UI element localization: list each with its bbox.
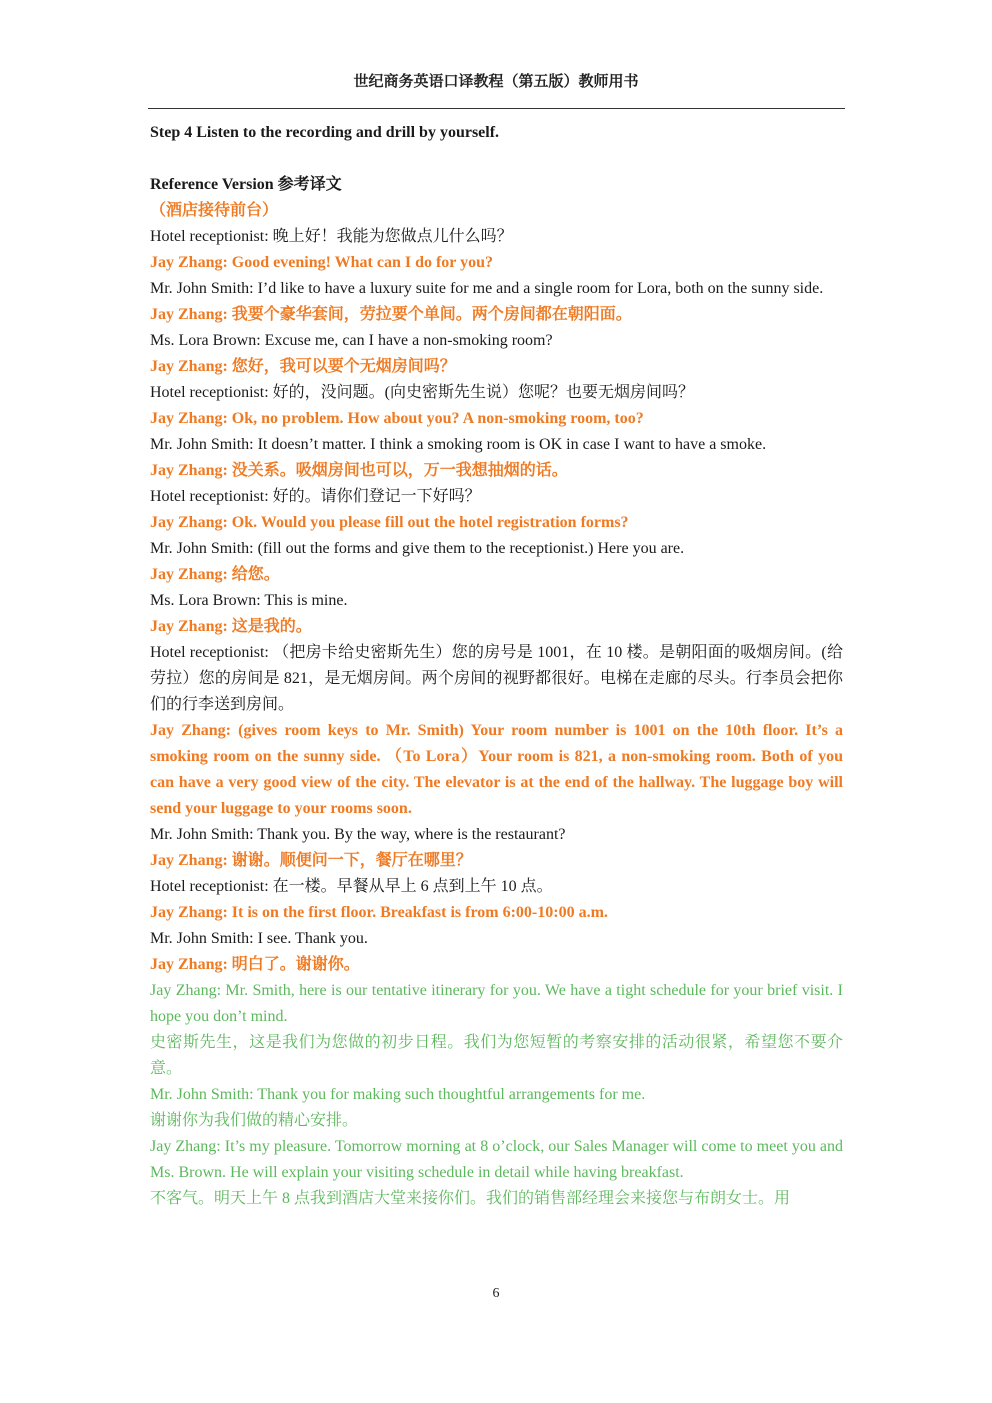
dialogue-line: Jay Zhang: 您好，我可以要个无烟房间吗？ (150, 358, 456, 375)
dialogue-line: Jay Zhang: Ok, no problem. How about you? A non-smoking room, too? (150, 410, 644, 427)
dialogue-line: Mr. John Smith: Thank you. By the way, where is the restaurant? (150, 826, 566, 843)
dialogue-line: 不客气。明天上午 8 点我到酒店大堂来接你们。我们的销售部经理会来接您与布朗女士。用 (150, 1190, 791, 1207)
step-heading: Step 4 Listen to the recording and drill by yourself. (150, 124, 500, 141)
dialogue-line: Hotel receptionist: 好的，没问题。(向史密斯先生说）您呢？也要无烟房间吗？ (150, 384, 694, 401)
dialogue-line: Jay Zhang: Good evening! What can I do for you? (150, 254, 494, 271)
dialogue-line: Mr. John Smith: I see. Thank you. (150, 930, 368, 947)
dialogue-line: Jay Zhang: Ok. Would you please fill out the hotel registration forms? (150, 514, 629, 531)
dialogue-line: Jay Zhang: 我要个豪华套间，劳拉要个单间。两个房间都在朝阳面。 (150, 306, 632, 323)
page-number: 6 (492, 1286, 500, 1301)
header-divider (148, 108, 845, 109)
dialogue (150, 224, 843, 1212)
dialogue-line: 史密斯先生，这是我们为您做的初步日程。我们为您短暂的考察安排的活动很紧，希望您不要介意。 (150, 1034, 843, 1077)
dialogue-line: Jay Zhang: Mr. Smith, here is our tentative itinerary for you. We have a tight schedule for your brief visit. I hope you don’t mind. (150, 982, 843, 1025)
dialogue-line: 谢谢你为我们做的精心安排。 (150, 1112, 359, 1129)
reference-heading: Reference Version 参考译文 (150, 176, 342, 193)
dialogue-line: Mr. John Smith: I’d like to have a luxury suite for me and a single room for Lora, both on the sunny side. (150, 280, 824, 297)
dialogue-line: Ms. Lora Brown: Excuse me, can I have a non-smoking room? (150, 332, 553, 349)
page-body (150, 120, 843, 1212)
dialogue-line: Jay Zhang: It’s my pleasure. Tomorrow morning at 8 o’clock, our Sales Manager will come to meet you and Ms. Brown. He will explain your visiting schedule in detail while having breakfast. (150, 1138, 843, 1181)
dialogue-line: Mr. John Smith: It doesn’t matter. I think a smoking room is OK in case I want to have a smoke. (150, 436, 767, 453)
running-header: 世纪商务英语口译教程（第五版）教师用书 (353, 74, 639, 90)
blank-line (150, 146, 843, 172)
dialogue-line: Mr. John Smith: Thank you for making such thoughtful arrangements for me. (150, 1086, 646, 1103)
dialogue-line: Jay Zhang: 明白了。谢谢你。 (150, 956, 360, 973)
dialogue-line: Jay Zhang: (gives room keys to Mr. Smith) Your room number is 1001 on the 10th floor. It’s a smoking room on the sunny side. （To Lora）Your room is 821, a non-smoking room. Both of you can have a very good view of the city. The elevator is at the end of the hallway. The luggage boy will send your luggage to your rooms soon. (150, 722, 843, 817)
dialogue-line: Jay Zhang: 没关系。吸烟房间也可以，万一我想抽烟的话。 (150, 462, 568, 479)
dialogue-line: Hotel receptionist: 好的。请你们登记一下好吗？ (150, 488, 481, 505)
dialogue-line: Jay Zhang: It is on the first floor. Breakfast is from 6:00-10:00 a.m. (150, 904, 608, 921)
dialogue-line: Ms. Lora Brown: This is mine. (150, 592, 348, 609)
dialogue-line: Mr. John Smith: (fill out the forms and give them to the receptionist.) Here you are. (150, 540, 685, 557)
dialogue-line: Hotel receptionist: 晚上好！我能为您做点儿什么吗？ (150, 228, 513, 245)
dialogue-line: Hotel receptionist: 在一楼。早餐从早上 6 点到上午 10 点。 (150, 878, 553, 895)
dialogue-line: Jay Zhang: 给您。 (150, 566, 280, 583)
scene-label: （酒店接待前台） (150, 202, 279, 219)
dialogue-line: Jay Zhang: 这是我的。 (150, 618, 312, 635)
dialogue-line: Hotel receptionist: （把房卡给史密斯先生）您的房号是 1001，在 10 楼。是朝阳面的吸烟房间。(给劳拉）您的房间是 821，是无烟房间。两个房间的视野都很好。电梯在走廊的尽头。行李员会把你们的行李送到房间。 (150, 644, 843, 713)
dialogue-line: Jay Zhang: 谢谢。顺便问一下，餐厅在哪里？ (150, 852, 472, 869)
